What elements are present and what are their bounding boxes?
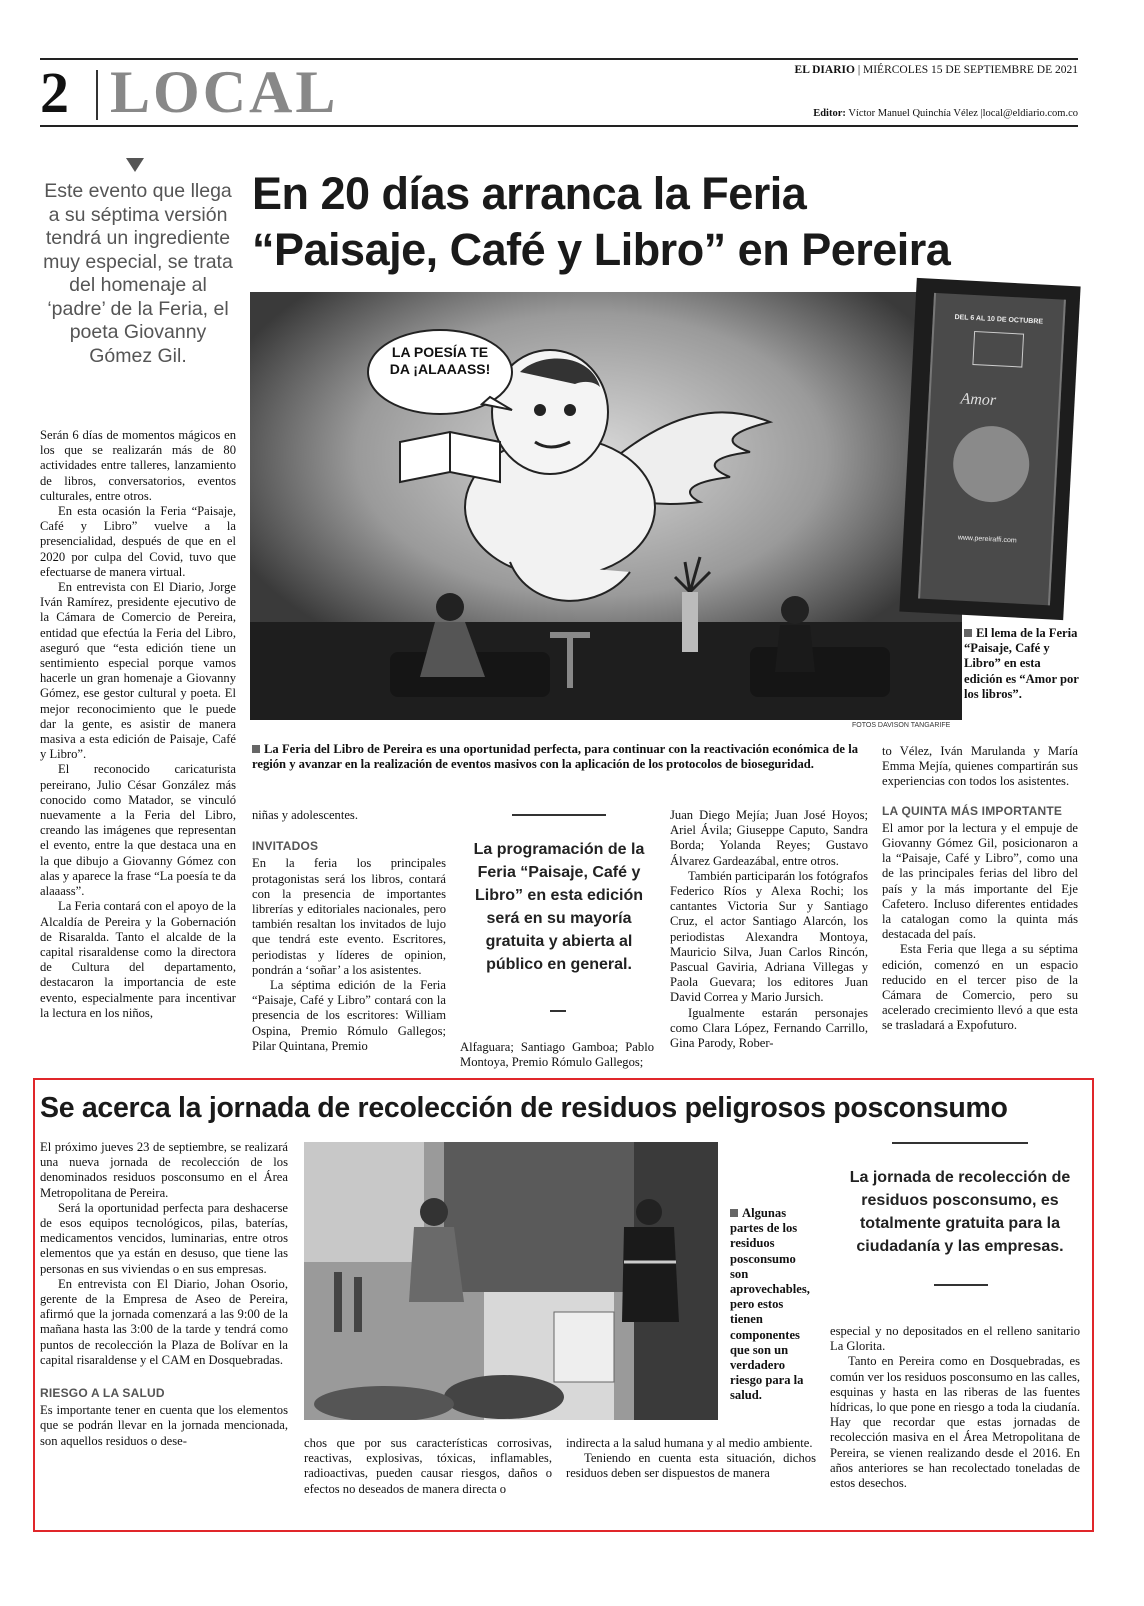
article1-col3 <box>460 1040 654 1070</box>
side-caption-text: El lema de la Feria “Paisaje, Café y Libro” en esta edición es “Amor por los libros”. <box>964 626 1079 701</box>
header-bottom-rule <box>40 125 1078 127</box>
paper-name: EL DIARIO <box>794 64 855 76</box>
banner-globe-icon <box>951 424 1031 504</box>
article2-col1 <box>40 1140 288 1449</box>
article1-col2-p1: En la feria los principales protagonistas será los libros, contará con la presencia de importantes librerías y editoriales nacionales, pero también resaltan los invitados de lujo que tendrá este evento. Escritores, periodistas y líderes de opinion, pondrán a ‘soñar’ a los asistentes. <box>252 856 446 977</box>
article1-col5-top: to Vélez, Iván Marulanda y María Emma Mejía, quienes compartirán sus experiencias con todos los asistentes. <box>882 744 1078 789</box>
speech-bubble-text: LA POESÍA TE DA ¡ALAAASS! <box>389 344 491 377</box>
editor-separator-icon: | <box>980 108 983 119</box>
paper-date-line <box>795 64 1078 76</box>
banner-title: Amor <box>960 390 997 410</box>
article1-col4-p3: Igualmente estarán personajes como Clara López, Fernando Carrillo, Gina Parody, Rober- <box>670 1005 868 1051</box>
editor-line <box>813 108 1078 119</box>
article1-col5-p1: El amor por la lectura y el empuje de Giovanny Gómez Gil, posicionaron a la “Paisaje, Café y Libro”, como una de las principales ferias del libro del país y la más importante del Eje Cafetero. Incluso diferentes entidades la catalogan como la quinta más destacada del país. <box>882 820 1078 942</box>
article2-col1-bottom: Es importante tener en cuenta que los elementos que se podrán llevar en la jornada mencionada, son aquellos residuos o dese- <box>40 1403 288 1448</box>
article2-col1-p1: El próximo jueves 23 de septiembre, se realizará una nueva jornada de recolección de los denominados residuos posconsumo en el Área Metropolitana de Pereira. <box>40 1140 288 1200</box>
article1-col2 <box>252 808 446 1054</box>
article1-col1-p1: Serán 6 días de momentos mágicos en los que se realizarán más de 80 actividades entre talleres, lanzamiento de libros, conversatorios, eventos culturales, entre otros. <box>40 428 236 503</box>
article1-summary: Este evento que llega a su séptima versión tendrá un ingrediente muy especial, se trata del homenaje al ‘padre’ de la Feria, el poeta Giovanny Gómez Gil. <box>43 180 233 367</box>
photo-credit: FOTOS DAVISON TANGARIFE <box>852 722 951 729</box>
article2-col4-p1: especial y no depositados en el relleno sanitario La Glorita. <box>830 1324 1080 1354</box>
section-title: LOCAL <box>110 59 339 125</box>
editor-email[interactable]: local@eldiario.com.co <box>982 108 1078 119</box>
page-number: 2 <box>40 60 69 125</box>
article1-subhead-quinta: LA QUINTA MÁS IMPORTANTE <box>882 803 1063 818</box>
article1-subhead-invitados: INVITADOS <box>252 839 319 854</box>
header-divider <box>96 70 98 120</box>
article2-col1-p3: En entrevista con El Diario, Johan Osorio, gerente de la Empresa de Aseo de Pereira, afirmó que la jornada comenzará a las 9:00 de la mañana hasta las 3:00 de la tarde y tendrá como puntos de recolección la Plaza de Bolívar en la capital risaraldense y el CAM en Dosquebradas. <box>40 1276 288 1367</box>
article1-col5-p2: Esta Feria que llega a su séptima edición, comenzó en un espacio reducido en el tercer piso de la Cámara de Comercio, pero su acelerado crecimiento llevó a que esta se trasladará a Expofuturo. <box>882 942 1078 1033</box>
waste-collection-illustration <box>304 1142 718 1420</box>
article2-caption-text: Algunas partes de los residuos posconsumo son aprovechables, pero estos tienen componentes que son un verdadero riesgo para la salud. <box>730 1206 810 1403</box>
banner-top-text: DEL 6 AL 10 DE OCTUBRE <box>954 313 1044 326</box>
article2-pullquote-rule-top <box>892 1142 1028 1144</box>
date: MIÉRCOLES 15 DE SEPTIEMBRE DE 2021 <box>863 64 1078 76</box>
editor-label: Editor: <box>813 108 846 119</box>
article1-col4-p1: Juan Diego Mejía; Juan José Hoyos; Ariel Ávila; Giuseppe Caputo, Sandra Borda; Yolanda Reyes; Gustavo Álvarez Gardeazábal, entre otros. <box>670 808 868 868</box>
article1-col4-p2: También participarán los fotógrafos Federico Ríos y Alexa Rochi; los cantantes Victoria Sur y Santiago Cruz, el actor Santiago Alarcón, los periodistas Alexandra Montoya, Mauricio Silva, Juan Carlos Rincón, Pascual Gaviria, Adriana Villegas y Paola Guevara; los editores Juan David Correa y Mario Jursich. <box>670 868 868 1005</box>
article2-col3-p1: indirecta a la salud humana y al medio ambiente. <box>566 1436 813 1450</box>
article2-pullquote: La jornada de recolección de residuos posconsumo, es totalmente gratuita para la ciudadanía y las empresas. <box>849 1169 1071 1255</box>
side-caption <box>964 626 1082 702</box>
article1-col2-p2: La séptima edición de la Feria “Paisaje, Café y Libro” contará con la presencia de los escritores: William Ospina, Premio Rómulo Gallegos; Pilar Quintana, Premio <box>252 978 446 1053</box>
banner-logo-icon <box>972 331 1024 368</box>
editor-name: Víctor Manuel Quinchía Vélez <box>848 108 978 119</box>
article2-photo <box>304 1142 718 1420</box>
article1-col1-p3: En entrevista con El Diario, Jorge Iván Ramírez, presidente ejecutivo de la Cámara de Comercio de Pereira, entidad que efectúa la Feria del Libro, aseguró que “esta edición tiene un sentimiento especial porque vamos hacerle un gran homenaje a Giovanny Gómez, ese gestor cultural y poeta. El mejor reconocimiento que le puede dar la gente, es asistir de manera masiva a esta edición de Paisaje, Café y Libro”. <box>40 580 236 762</box>
article2-caption <box>730 1206 816 1404</box>
article2-col3 <box>566 1436 816 1482</box>
article1-banner-photo <box>899 278 1080 620</box>
article2-col4-p2: Tanto en Pereira como en Dosquebradas, es común ver los residuos posconsumo en las calles, esquinas y hasta en las riberas de las fuentes hídricas, lo que pone en riesgo a toda la ciudanía. Hay que recordar que estas jornadas de recolección masiva en el Área Metropolitana de Pereira, se vienen realizando desde el 2016. En años anteriores se han recolectado toneladas de estos desechos. <box>830 1354 1080 1491</box>
caption-bullet-icon <box>730 1209 738 1217</box>
main-caption <box>252 742 858 772</box>
article1-col2-top: niñas y adolescentes. <box>252 808 358 822</box>
article2-subhead-riesgo: RIESGO A LA SALUD <box>40 1386 165 1401</box>
article1-pullquote: La programación de la Feria “Paisaje, Café y Libro” en esta edición será en su mayoría gratuita y abierta al público en general. <box>473 841 645 973</box>
article1-col1-p2: En esta ocasión la Feria “Paisaje, Café y Libro” vuelve a la presencialidad, después de que en el 2020 por culpa del Covid, tuvo que efectuarse de manera virtual. <box>40 504 236 579</box>
caption-bullet-icon <box>252 745 260 753</box>
article2-pullquote-rule-bottom <box>934 1284 988 1286</box>
article1-col3-text: Alfaguara; Santiago Gamboa; Pablo Montoya, Premio Rómulo Gallegos; <box>460 1040 654 1070</box>
article2-headline: Se acerca la jornada de recolección de residuos peligrosos posconsumo <box>40 1092 1008 1124</box>
article1-main-photo <box>250 292 962 720</box>
article1-col4 <box>670 808 868 1051</box>
article1-headline-line1: En 20 días arranca la Feria <box>252 168 807 219</box>
article2-col3-p2: Teniendo en cuenta esta situación, dichos residuos deben ser dispuestos de manera <box>566 1451 816 1481</box>
article1-col1 <box>40 428 236 1021</box>
triangle-down-icon <box>126 158 144 172</box>
main-caption-text: La Feria del Libro de Pereira es una oportunidad perfecta, para continuar con la reactivación económica de la región y avanzar en la realización de eventos masivos con la aplicación de los protocolos de bioseguridad. <box>252 742 858 772</box>
article2-col1-p2: Será la oportunidad perfecta para deshacerse de esos equipos tecnológicos, pilas, baterías, medicamentos vencidos, luminarias, entre otros elementos que ya están en desuso, que tiene las personas en sus viviendas o en sus empresas. <box>40 1200 288 1276</box>
stage-illustration <box>250 292 962 720</box>
article1-col1-p4: El reconocido caricaturista pereirano, Julio César González más conocido como Matador, se vinculó nuevamente a la Feria del Libro, creando las imágenes que representan el evento, entre la que destaca una en la que dibujo a Giovanny Gómez con alas y aparece la frase “La poesía te da alaaass”. <box>40 762 236 899</box>
pullquote-rule-bottom <box>550 1010 566 1012</box>
article1-col5 <box>882 744 1078 1034</box>
caption-bullet-icon <box>964 629 972 637</box>
banner-footer: www.pereiraffi.com <box>957 534 1017 545</box>
article2-col4 <box>830 1324 1080 1491</box>
date-separator-icon: | <box>857 64 863 76</box>
article1-col1-p5: La Feria contará con el apoyo de la Alcaldía de Pereira y la Gobernación de Risaralda. Tanto el alcalde de la capital risaraldense como la directora de Cultura del departamento, destacaron la importancia de este evento, especialmente para incentivar la lectura en los niños, <box>40 899 236 1020</box>
banner-panel <box>918 293 1066 605</box>
article1-headline <box>252 166 1082 278</box>
pullquote-rule-top <box>512 814 606 816</box>
article2-col2-text: chos que por sus características corrosivas, reactivas, explosivas, tóxicas, inflamables, radioactivas, pueden causar riesgos, daños o efectos no deseados de manera directa o <box>304 1436 552 1496</box>
article1-headline-line2: “Paisaje, Café y Libro” en Pereira <box>252 224 951 275</box>
article2-col2 <box>304 1436 552 1497</box>
